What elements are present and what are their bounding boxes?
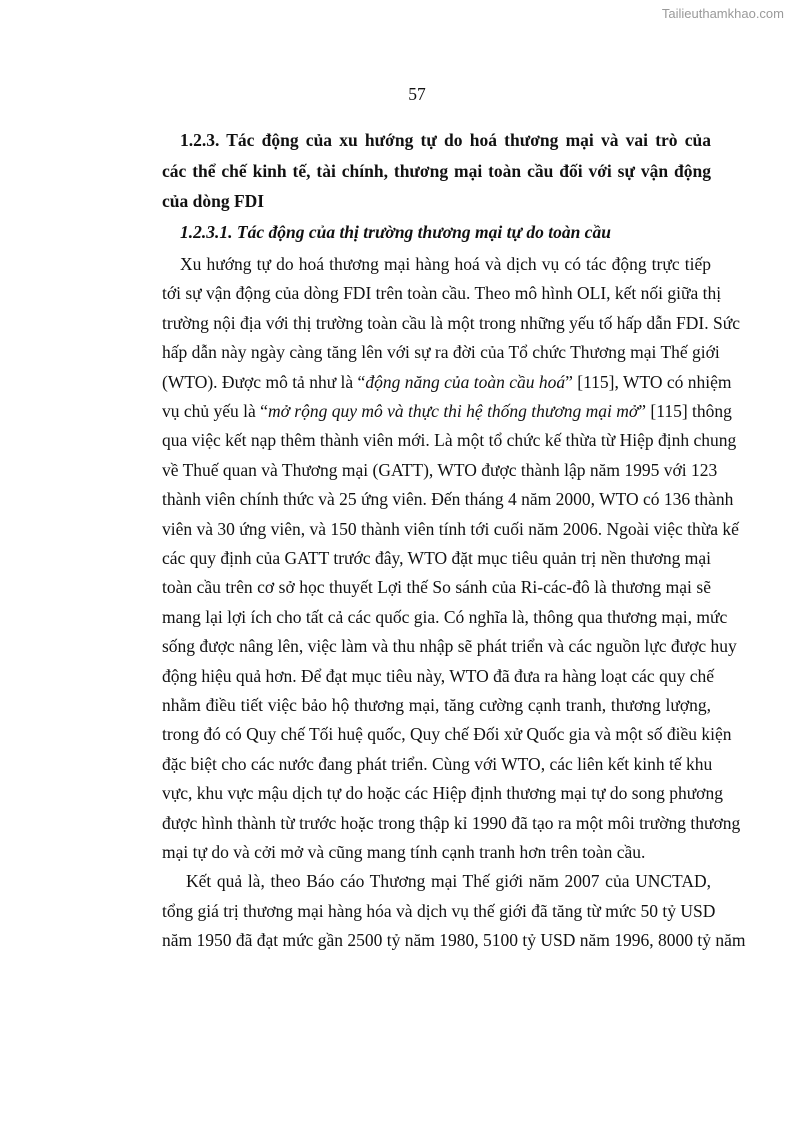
text-run: Xu hướng tự do hoá thương mại hàng hoá và dịch vụ có tác động trực tiếp [180, 254, 711, 274]
text-run: nhằm điều tiết việc bảo hộ thương mại, tăng cường cạnh tranh, thương lượng, [162, 695, 711, 715]
paragraph-line [162, 900, 716, 922]
paragraph-line [162, 312, 740, 334]
paragraph-line [162, 694, 711, 716]
text-run: của dòng FDI [162, 191, 265, 211]
section-heading-line [162, 160, 711, 182]
text-run: tổng giá trị thương mại hàng hóa và dịch vụ thế giới đã tăng từ mức 50 tỷ USD [162, 900, 716, 921]
text-run: được hình thành từ trước hoặc trong thập kỉ 1990 đã tạo ra một môi trường thương [162, 812, 741, 833]
paragraph-line [162, 576, 711, 598]
paragraph-line [162, 812, 741, 834]
text-run: sống được nâng lên, việc làm và thu nhập sẽ phát triển và các nguồn lực được huy [162, 636, 737, 657]
paragraph-line [162, 606, 728, 628]
text-run: (WTO). Được mô tả như là “ [162, 371, 366, 392]
italic-quote: mở rộng quy mô và thực thi hệ thống thương mại mở [267, 401, 639, 421]
text-run: trường nội địa với thị trường toàn cầu là một trong những yếu tố hấp dẫn FDI. Sức [162, 312, 740, 333]
text-run: trong đó có Quy chế Tối huệ quốc, Quy chế Đối xử Quốc gia và một số điều kiện [162, 724, 732, 745]
page-number: 57 [408, 84, 426, 104]
paragraph-line [162, 518, 739, 540]
paragraph-line [180, 253, 711, 275]
text-run: thành viên chính thức và 25 ứng viên. Đến tháng 4 năm 2000, WTO có 136 thành [162, 489, 734, 510]
paragraph-line [162, 635, 737, 657]
paragraph-line [162, 282, 722, 304]
paragraph-line [162, 547, 711, 569]
text-run: viên và 30 ứng viên, và 150 thành viên tính tới cuối năm 2006. Ngoài việc thừa kế [162, 518, 739, 539]
paragraph-line [162, 429, 737, 451]
text-run: Kết quả là, theo Báo cáo Thương mại Thế giới năm 2007 của UNCTAD, [186, 871, 711, 892]
paragraph-line [162, 841, 711, 863]
text-run: tới sự vận động của dòng FDI trên toàn cầu. Theo mô hình OLI, kết nối giữa thị [162, 283, 722, 304]
subsection-heading [180, 221, 711, 243]
paragraph-line [162, 459, 718, 481]
text-run: các thể chế kinh tế, tài chính, thương mại toàn cầu đối với sự vận động [162, 161, 711, 181]
paragraph-line [162, 341, 720, 363]
paragraph-line [162, 488, 734, 510]
text-run: hấp dẫn này ngày càng tăng lên với sự ra đời của Tổ chức Thương mại Thế giới [162, 342, 720, 363]
text-run: mang lại lợi ích cho tất cả các quốc gia. Có nghĩa là, thông qua thương mại, mức [162, 606, 728, 627]
paragraph-line [162, 665, 714, 687]
text-run: ” [115] thông [638, 401, 732, 421]
text-run: toàn cầu trên cơ sở học thuyết Lợi thế So sánh của Ri-các-đô là thương mại sẽ [162, 577, 711, 598]
italic-quote: động năng của toàn cầu hoá [365, 371, 566, 392]
paragraph-line [162, 371, 732, 393]
text-run: năm 1950 đã đạt mức gần 2500 tỷ năm 1980, 5100 tỷ USD năm 1996, 8000 tỷ năm [162, 930, 746, 951]
watermark: Tailieuthamkhao.com [661, 6, 784, 21]
paragraph-line [186, 870, 711, 892]
text-run: ” [115], WTO có nhiệm [565, 371, 732, 392]
text-run: động hiệu quả hơn. Để đạt mục tiêu này, WTO đã đưa ra hàng loạt các quy chế [162, 665, 714, 686]
text-run: vụ chủ yếu là “ [162, 401, 268, 421]
section-heading-line [162, 190, 711, 212]
paragraph-line [162, 723, 732, 745]
text-run: về Thuế quan và Thương mại (GATT), WTO được thành lập năm 1995 với 123 [162, 459, 718, 480]
section-heading-line [180, 129, 711, 151]
text-run: các quy định của GATT trước đây, WTO đặt mục tiêu quản trị nền thương mại [162, 548, 711, 568]
text-run: mại tự do và cởi mở và cũng mang tính cạnh tranh hơn trên toàn cầu. [162, 842, 646, 862]
text-run: đặc biệt cho các nước đang phát triển. Cùng với WTO, các liên kết kinh tế khu [162, 753, 713, 774]
text-run: 1.2.3. Tác động của xu hướng tự do hoá thương mại và vai trò của [180, 130, 711, 150]
paragraph-line [162, 753, 711, 775]
paragraph-line [162, 929, 746, 951]
text-run: qua việc kết nạp thêm thành viên mới. Là một tổ chức kế thừa từ Hiệp định chung [162, 430, 737, 451]
text-run: 1.2.3.1. Tác động của thị trường thương mại tự do toàn cầu [180, 222, 611, 242]
text-run: vực, khu vực mậu dịch tự do hoặc các Hiệp định thương mại tự do song phương [162, 783, 723, 804]
paragraph-line [162, 400, 732, 422]
paragraph-line [162, 782, 723, 804]
